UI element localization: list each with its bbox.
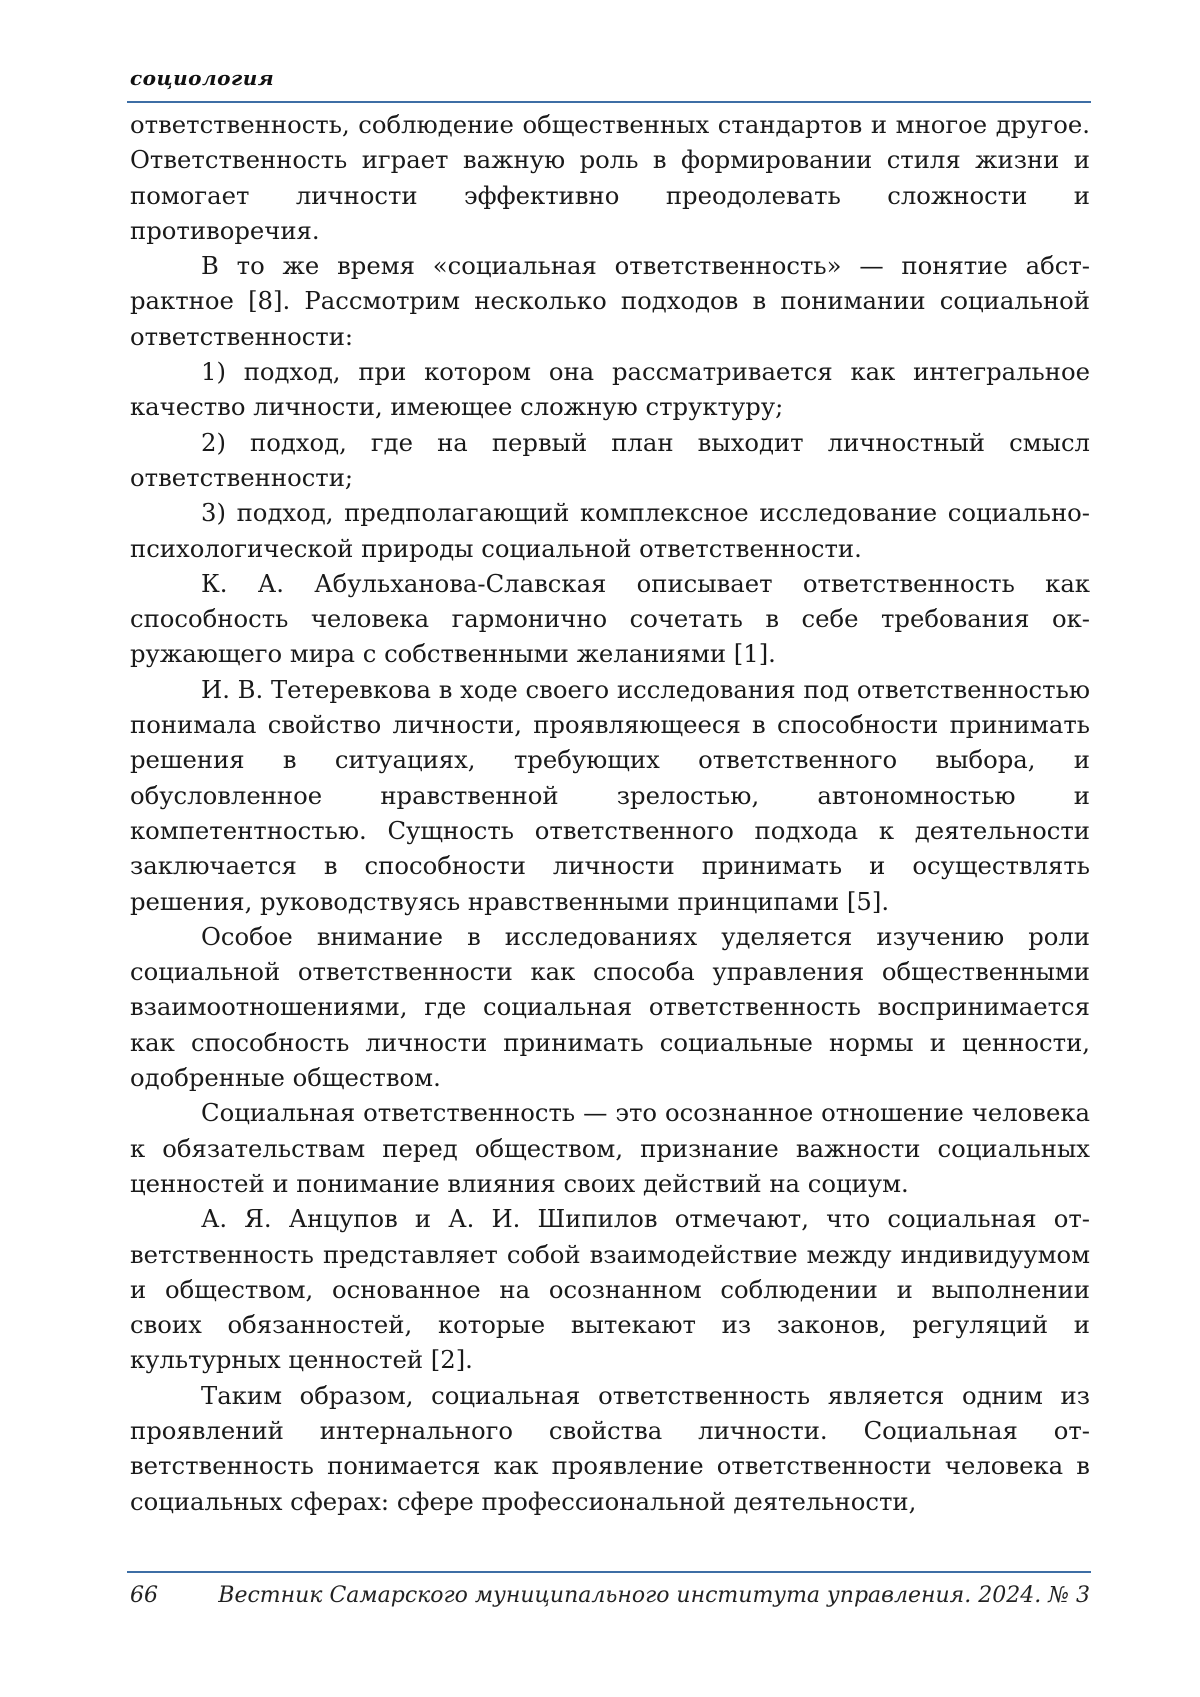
list-item: 3) подход, предполагающий комплексное исследование соци­ально-психологической природы социальной ответственности.	[130, 495, 1090, 566]
paragraph: ответственность, соблюдение общественных стандартов и многое другое. Ответственность играет важную роль в формировании стиля жизни и помогает личности эффективно преодолевать сложности и противоречия.	[130, 107, 1090, 248]
paragraph: В то же время «социальная ответственность» — понятие абст­рактное [8]. Рассмотрим несколько подходов в понимании соци­альной ответственности:	[130, 248, 1090, 354]
list-item: 1) подход, при котором она рассматривается как интеграль­ное качество личности, имеющее сложную структуру;	[130, 354, 1090, 425]
footer-rule	[127, 1571, 1091, 1573]
paragraph: К. А. Абульханова-Славская описывает ответственность как способность человека гармонично сочетать в себе требования ок­ружающего мира с собственными желаниями [1].	[130, 566, 1090, 672]
journal-citation: Вестник Самарского муниципального института управления. 2024. № 3	[218, 1580, 1090, 1612]
journal-page	[0, 0, 1200, 1697]
list-item: 2) подход, где на первый план выходит личностный смысл ответственности;	[130, 425, 1090, 496]
paragraph: А. Я. Анцупов и А. И. Шипилов отмечают, что социальная от­ветственность представляет собой взаимодействие между индиви­дуумом и обществом, основанное на осознанном соблюдении и вы­полнении своих обязанностей, которые вытекают из законов, регу­ляций и культурных ценностей [2].	[130, 1201, 1090, 1377]
article-body	[130, 107, 1090, 1519]
page-number: 66	[130, 1580, 158, 1612]
paragraph: Таким образом, социальная ответственность является одним из проявлений интернального свойства личности. Социальная от­ветственность понимается как проявление ответственности чело­века в социальных сферах: сфере профессиональной деятельности,	[130, 1378, 1090, 1519]
section-header: социология	[130, 66, 1090, 90]
paragraph: Социальная ответственность — это осознанное отношение че­ловека к обязательствам перед обществом, признание важности социальных ценностей и понимание влияния своих действий на со­циум.	[130, 1095, 1090, 1201]
header-rule	[127, 101, 1091, 103]
paragraph: И. В. Тетеревкова в ходе своего исследования под ответствен­ностью понимала свойство личности, проявляющееся в способно­сти принимать решения в ситуациях, требующих ответственного выбора, и обусловленное нравственной зрелостью, автономностью и компетентностью. Сущность ответственного подхода к деятель­ности заключается в способности личности принимать и осуществ­лять решения, руководствуясь нравственными принципами [5].	[130, 672, 1090, 919]
paragraph: Особое внимание в исследованиях уделяется изучению роли социальной ответственности как способа управления обществен­ными взаимоотношениями, где социальная ответственность вос­принимается как способность личности принимать социальные нормы и ценности, одобренные обществом.	[130, 919, 1090, 1095]
